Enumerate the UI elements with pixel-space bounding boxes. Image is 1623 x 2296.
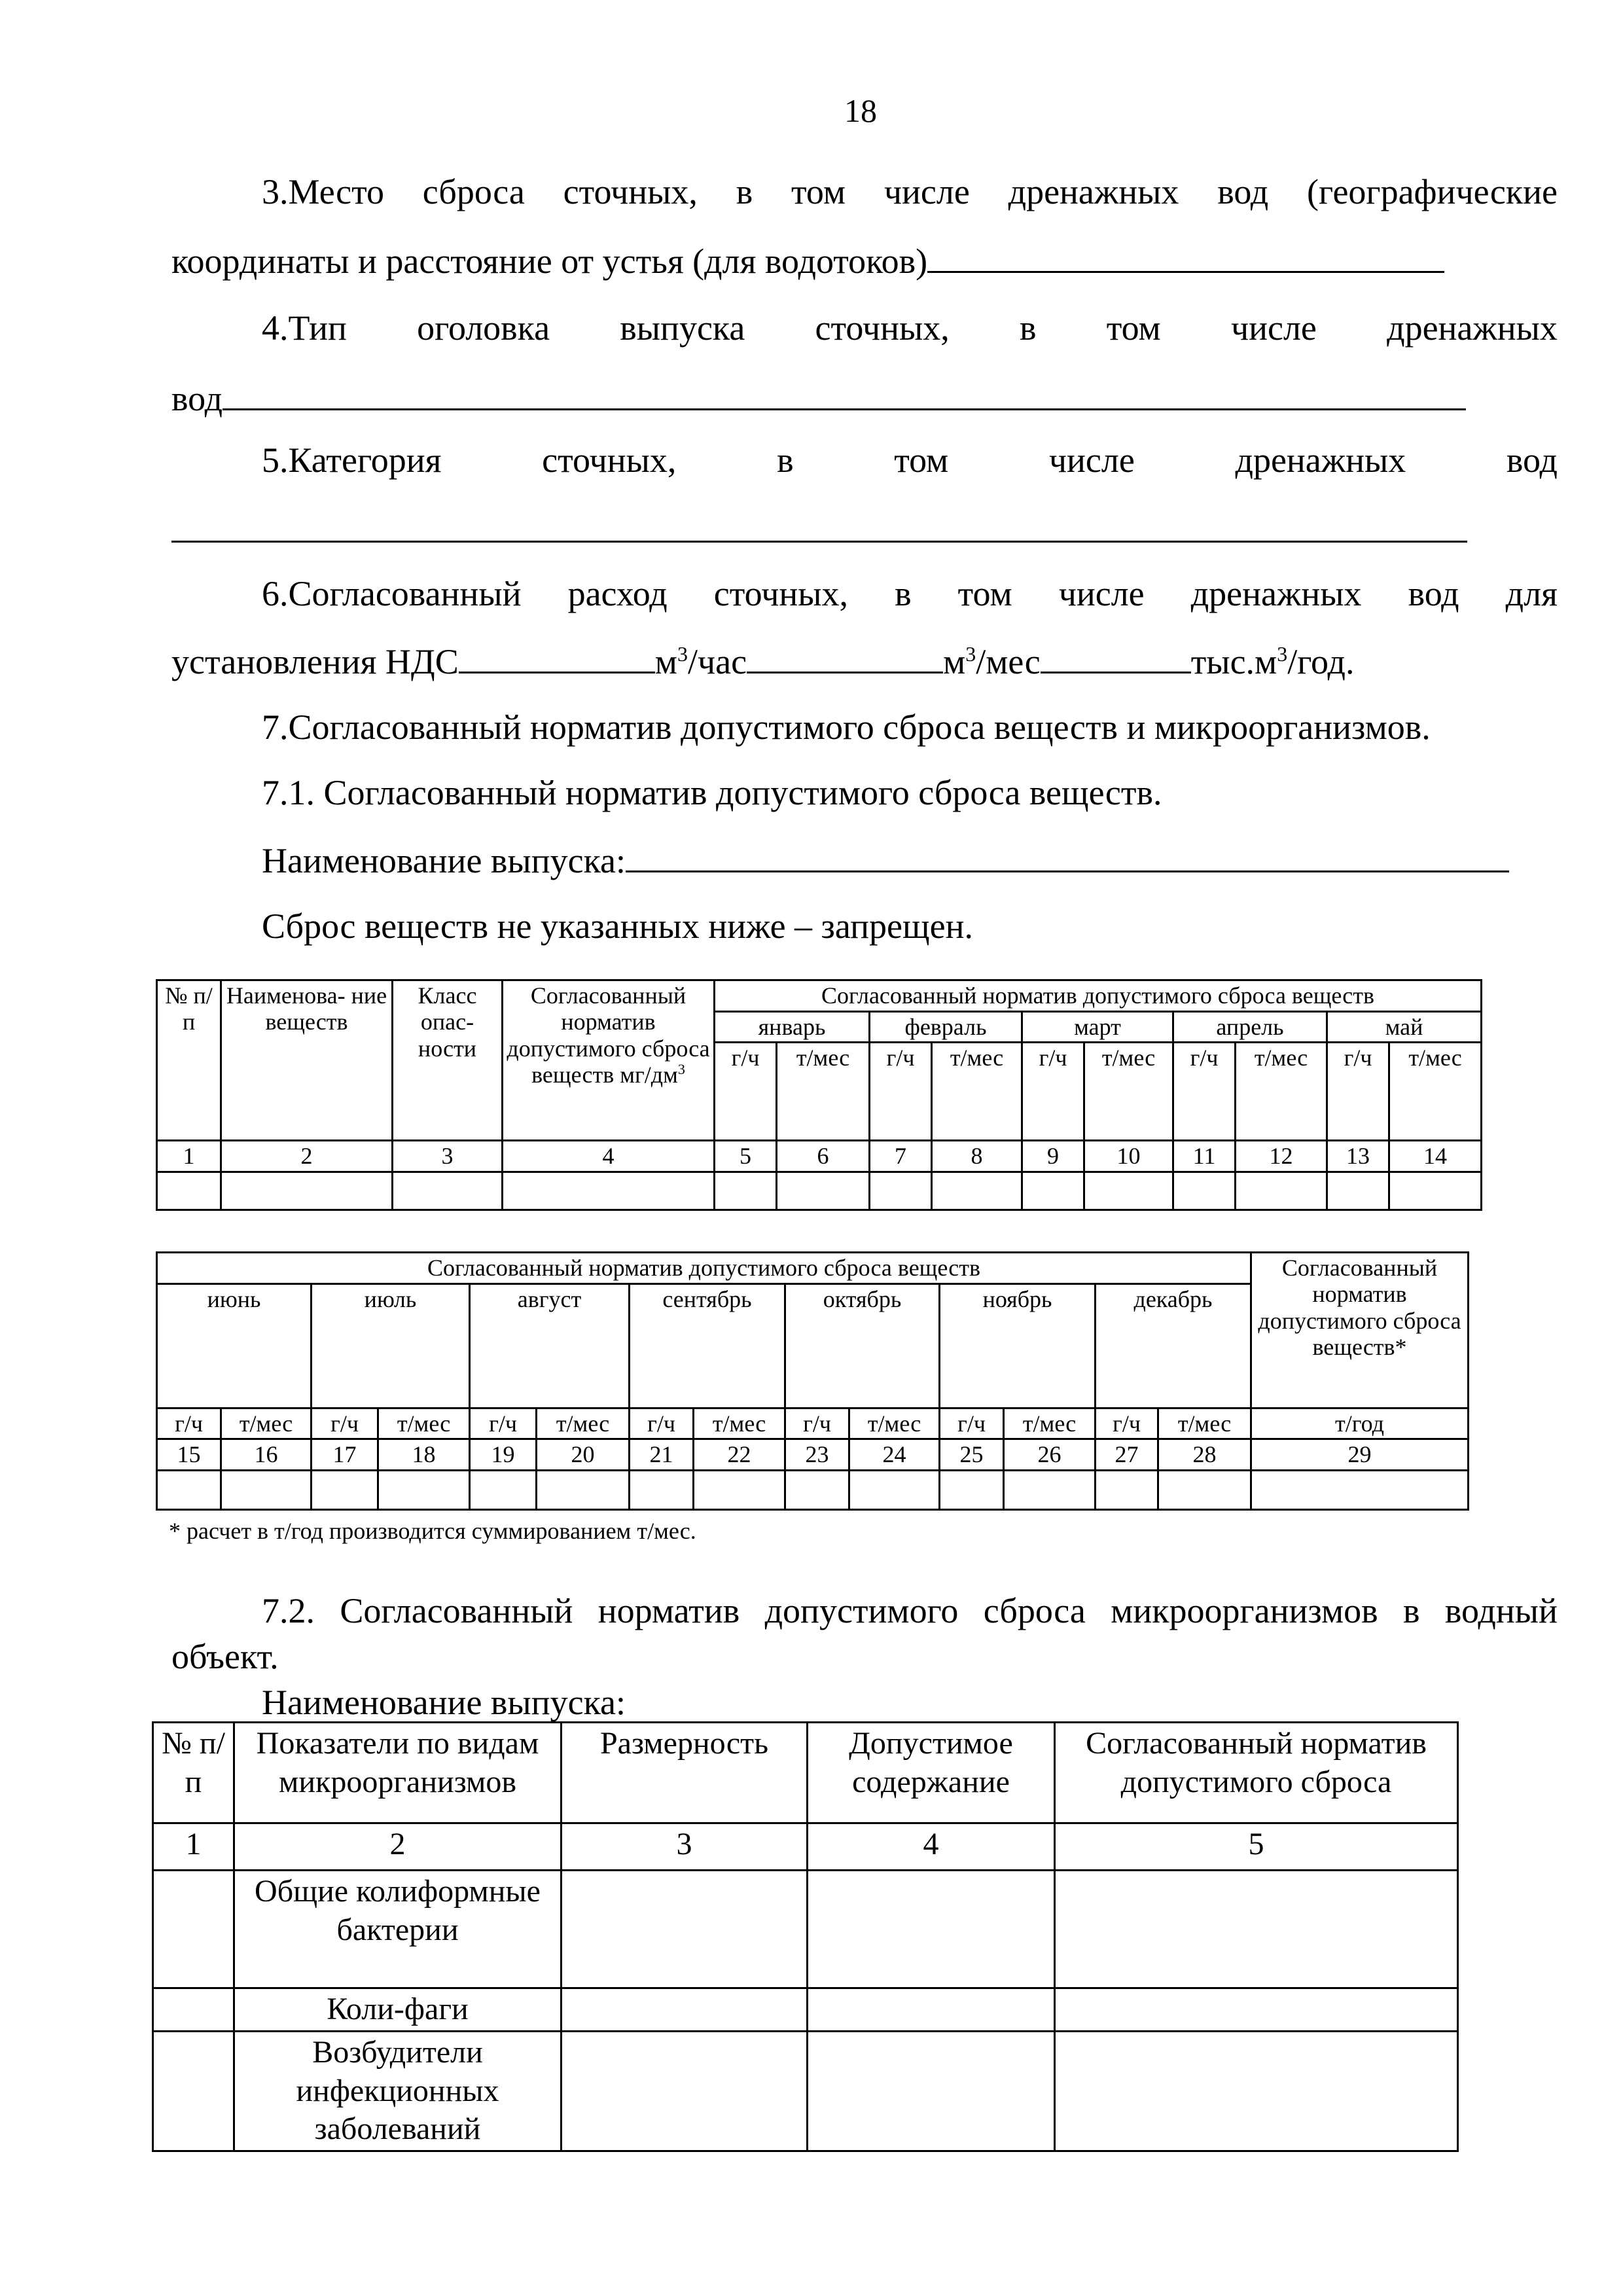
paragraph-6-line-1 — [262, 573, 1558, 614]
substances-table-jan-may — [156, 979, 1482, 1211]
empty-cell — [1055, 1988, 1458, 2032]
word: дренажных — [1235, 440, 1406, 480]
col-number: 23 — [785, 1439, 849, 1470]
col-number: 26 — [1004, 1439, 1096, 1470]
word: сброса — [983, 1591, 1086, 1630]
empty-cell — [157, 1172, 221, 1210]
word: 4.Тип — [262, 308, 347, 348]
unit-year: тыс.м — [1190, 642, 1277, 681]
empty-cell — [562, 1871, 808, 1988]
word: норматив — [597, 1591, 740, 1630]
empty-cell — [470, 1470, 537, 1509]
empty-cell — [808, 1871, 1055, 1988]
col-number: 17 — [312, 1439, 378, 1470]
unit-t: т/мес — [777, 1043, 870, 1141]
word: дренажных — [1008, 172, 1179, 211]
empty-cell — [1055, 2032, 1458, 2151]
month-august: август — [470, 1284, 630, 1408]
month-february: февраль — [870, 1012, 1022, 1043]
paragraph-3-line-2 — [171, 241, 1444, 281]
col-number: 25 — [940, 1439, 1004, 1470]
indicator-coliphages: Коли-фаги — [234, 1988, 562, 2032]
word: 7.2. — [262, 1591, 315, 1630]
empty-cell — [562, 1988, 808, 2032]
paragraph-7-1: 7.1. Согласованный норматив допустимого сброса веществ. — [262, 773, 1162, 812]
col-number: 15 — [157, 1439, 221, 1470]
col-number: 5 — [715, 1141, 777, 1172]
empty-cell — [630, 1470, 694, 1509]
empty-cell — [221, 1470, 312, 1509]
word: том — [957, 574, 1012, 613]
empty-cell — [1158, 1470, 1251, 1509]
month-october: октябрь — [785, 1284, 940, 1408]
header-agreed-norm: Согласованный норматив допустимого сброса — [1055, 1723, 1458, 1823]
unit-g: г/ч — [870, 1043, 932, 1141]
yearly-blank — [1041, 641, 1191, 673]
col-number: 12 — [1236, 1141, 1327, 1172]
empty-cell — [221, 1172, 393, 1210]
col-number: 3 — [393, 1141, 503, 1172]
ndc-label: установления НДС — [171, 642, 459, 681]
unit-year: т/год — [1251, 1408, 1469, 1439]
word: вод — [1408, 574, 1459, 613]
unit-t: т/мес — [378, 1408, 470, 1439]
indicator-pathogens: Возбудители инфекционных заболеваний — [234, 2032, 562, 2151]
empty-cell — [1327, 1172, 1389, 1210]
unit-g: г/ч — [940, 1408, 1004, 1439]
header-indicators: Показатели по видам микроорганизмов — [234, 1723, 562, 1823]
unit-g: г/ч — [470, 1408, 537, 1439]
col-number: 16 — [221, 1439, 312, 1470]
col-number: 11 — [1173, 1141, 1236, 1172]
word: Согласованный — [340, 1591, 573, 1630]
paragraph-4-line-1 — [262, 308, 1558, 348]
col-number: 19 — [470, 1439, 537, 1470]
empty-cell — [808, 2032, 1055, 2151]
empty-cell — [1055, 1871, 1458, 1988]
unit-t: т/мес — [932, 1043, 1022, 1141]
month-may: май — [1327, 1012, 1482, 1043]
empty-cell — [378, 1470, 470, 1509]
word: вод — [1217, 172, 1269, 211]
col-number: 4 — [503, 1141, 715, 1172]
empty-cell — [1251, 1470, 1469, 1509]
col-number: 29 — [1251, 1439, 1469, 1470]
outlet-name-label-2: Наименование выпуска: — [262, 1683, 626, 1722]
header-num: № п/п — [153, 1723, 234, 1823]
word: числе — [1058, 574, 1145, 613]
unit-hour: м — [654, 642, 677, 681]
monthly-blank — [747, 641, 943, 673]
empty-cell — [1096, 1470, 1158, 1509]
unit-year-tail: /год. — [1287, 642, 1355, 681]
word: том — [791, 172, 846, 211]
word: числе — [883, 172, 970, 211]
month-june: июнь — [157, 1284, 312, 1408]
empty-cell — [1173, 1172, 1236, 1210]
outlet-name-blank — [626, 840, 1509, 872]
col-number: 3 — [562, 1823, 808, 1871]
month-december: декабрь — [1096, 1284, 1251, 1408]
unit-t: т/мес — [694, 1408, 785, 1439]
col-number: 6 — [777, 1141, 870, 1172]
word: в — [1020, 308, 1037, 348]
word: дренажных — [1190, 574, 1362, 613]
header-group: Согласованный норматив допустимого сброса веществ — [157, 1253, 1251, 1284]
word: числе — [1230, 308, 1317, 348]
unit-g: г/ч — [630, 1408, 694, 1439]
word: дренажных — [1387, 308, 1558, 348]
month-april: апрель — [1173, 1012, 1327, 1043]
word: микроорганизмов — [1111, 1591, 1378, 1630]
col-number: 14 — [1389, 1141, 1482, 1172]
unit-g: г/ч — [1327, 1043, 1389, 1141]
month-july: июль — [312, 1284, 470, 1408]
unit-t: т/мес — [1389, 1043, 1482, 1141]
col-number: 5 — [1055, 1823, 1458, 1871]
header-year-norm: Согласованный норматив допустимого сброса веществ* — [1251, 1253, 1469, 1408]
empty-cell — [153, 1988, 234, 2032]
header-num: № п/п — [157, 980, 221, 1141]
empty-cell — [808, 1988, 1055, 2032]
outlet-type-blank — [223, 378, 1466, 410]
word: сточных, — [713, 574, 849, 613]
unit-g: г/ч — [1022, 1043, 1084, 1141]
paragraph-7-2-line-1 — [262, 1590, 1558, 1631]
word: в — [777, 440, 794, 480]
outlet-name-line — [262, 840, 1509, 881]
word: сточных, — [815, 308, 950, 348]
word: водный — [1444, 1591, 1558, 1630]
empty-cell — [940, 1470, 1004, 1509]
empty-cell — [785, 1470, 849, 1509]
word: в — [895, 574, 912, 613]
col-number: 1 — [157, 1141, 221, 1172]
unit-t: т/мес — [1004, 1408, 1096, 1439]
word: (географические — [1307, 172, 1558, 211]
empty-cell — [870, 1172, 932, 1210]
superscript: 3 — [677, 1060, 685, 1077]
unit-t: т/мес — [1084, 1043, 1173, 1141]
word: 3.Место — [262, 172, 384, 211]
unit-g: г/ч — [785, 1408, 849, 1439]
outlet-type-label: вод — [171, 379, 223, 418]
empty-cell — [777, 1172, 870, 1210]
coordinates-blank — [927, 241, 1444, 273]
unit-t: т/мес — [221, 1408, 312, 1439]
col-number: 24 — [849, 1439, 940, 1470]
empty-cell — [537, 1470, 630, 1509]
empty-cell — [694, 1470, 785, 1509]
empty-cell — [153, 2032, 234, 2151]
col-number: 8 — [932, 1141, 1022, 1172]
header-norm-concentration — [503, 980, 715, 1141]
unit-g: г/ч — [1173, 1043, 1236, 1141]
superscript: 3 — [1277, 642, 1288, 666]
header-substance-name: Наименова- ние веществ — [221, 980, 393, 1141]
month-september: сентябрь — [630, 1284, 785, 1408]
empty-cell — [393, 1172, 503, 1210]
col-number: 10 — [1084, 1141, 1173, 1172]
month-march: март — [1022, 1012, 1173, 1043]
empty-cell — [153, 1871, 234, 1988]
empty-cell — [715, 1172, 777, 1210]
header-norm-text: Согласованный норматив допустимого сброса веществ мг/дм — [507, 982, 710, 1088]
unit-hour-tail: /час — [687, 642, 747, 681]
word: числе — [1048, 440, 1135, 480]
superscript: 3 — [965, 642, 976, 666]
col-number: 9 — [1022, 1141, 1084, 1172]
word: сточных, — [542, 440, 677, 480]
unit-t: т/мес — [1158, 1408, 1251, 1439]
header-allowed-content: Допустимое содержание — [808, 1723, 1055, 1823]
month-november: ноябрь — [940, 1284, 1096, 1408]
word: сброса — [422, 172, 525, 211]
unit-month-tail: /мес — [976, 642, 1041, 681]
empty-cell — [503, 1172, 715, 1210]
unit-t: т/мес — [537, 1408, 630, 1439]
unit-t: т/мес — [849, 1408, 940, 1439]
paragraph-3-line-1 — [262, 171, 1558, 212]
word: в — [1403, 1591, 1420, 1630]
col-number: 13 — [1327, 1141, 1389, 1172]
col-number: 18 — [378, 1439, 470, 1470]
page-number: 18 — [844, 92, 877, 129]
col-number: 27 — [1096, 1439, 1158, 1470]
word: в — [736, 172, 753, 211]
col-number: 21 — [630, 1439, 694, 1470]
outlet-name-label: Наименование выпуска: — [262, 841, 626, 880]
header-hazard-class: Класс опас- ности — [393, 980, 503, 1141]
month-january: январь — [715, 1012, 870, 1043]
unit-t: т/мес — [1236, 1043, 1327, 1141]
word: вод — [1506, 440, 1558, 480]
empty-cell — [312, 1470, 378, 1509]
word: допустимого — [764, 1591, 959, 1630]
col-number: 1 — [153, 1823, 234, 1871]
prohibition-text: Сброс веществ не указанных ниже – запрещен. — [262, 906, 973, 946]
col-number: 2 — [221, 1141, 393, 1172]
word: 5.Категория — [262, 440, 442, 480]
paragraph-5-line-1 — [262, 440, 1558, 480]
paragraph-7: 7.Согласованный норматив допустимого сброса веществ и микроорганизмов. — [262, 708, 1431, 747]
header-dimension: Размерность — [562, 1723, 808, 1823]
word: 6.Согласованный — [262, 574, 522, 613]
col-number: 2 — [234, 1823, 562, 1871]
unit-g: г/ч — [715, 1043, 777, 1141]
empty-cell — [157, 1470, 221, 1509]
empty-cell — [1389, 1172, 1482, 1210]
word: сточных, — [563, 172, 698, 211]
empty-cell — [1084, 1172, 1173, 1210]
coordinates-label: координаты и расстояние от устья (для водотоков) — [171, 242, 928, 281]
header-group: Согласованный норматив допустимого сброса веществ — [715, 980, 1482, 1012]
paragraph-7-2-line-2: объект. — [171, 1637, 279, 1676]
unit-g: г/ч — [312, 1408, 378, 1439]
col-number: 7 — [870, 1141, 932, 1172]
word: для — [1505, 574, 1558, 613]
word: том — [894, 440, 949, 480]
superscript: 3 — [677, 642, 688, 666]
empty-cell — [849, 1470, 940, 1509]
unit-month: м — [943, 642, 966, 681]
col-number: 28 — [1158, 1439, 1251, 1470]
indicator-coliform: Общие колиформные бактерии — [234, 1871, 562, 1988]
paragraph-4-line-2 — [171, 378, 1466, 419]
microorganisms-table — [152, 1721, 1459, 2152]
word: том — [1106, 308, 1161, 348]
unit-g: г/ч — [157, 1408, 221, 1439]
col-number: 22 — [694, 1439, 785, 1470]
empty-cell — [932, 1172, 1022, 1210]
footnote: * расчет в т/год производится суммированием т/мес. — [169, 1518, 696, 1544]
word: оголовка — [417, 308, 550, 348]
hourly-blank — [459, 641, 655, 673]
empty-cell — [1004, 1470, 1096, 1509]
col-number: 20 — [537, 1439, 630, 1470]
empty-cell — [1236, 1172, 1327, 1210]
word: выпуска — [620, 308, 745, 348]
substances-table-jun-dec — [156, 1251, 1469, 1511]
col-number: 4 — [808, 1823, 1055, 1871]
empty-cell — [562, 2032, 808, 2151]
category-blank — [171, 541, 1467, 543]
paragraph-6-line-2 — [171, 641, 1354, 682]
word: расход — [567, 574, 668, 613]
empty-cell — [1022, 1172, 1084, 1210]
unit-g: г/ч — [1096, 1408, 1158, 1439]
